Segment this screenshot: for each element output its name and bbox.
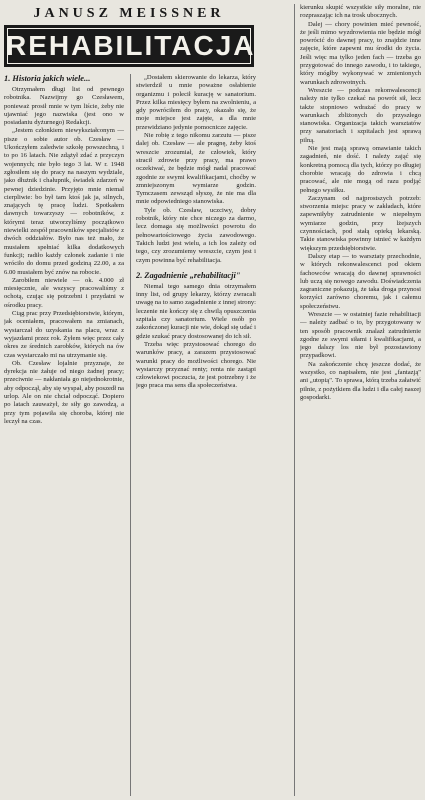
paragraph: Tyle ob. Czesław, uczciwy, dobry robotnik, który nie chce niczego za darmo, lecz domaga się możliwości powrotu do pełnowartościowego życia zawodowego. Takich ludzi jest wielu, a ich los zależy od tego, czy zrozumiemy wreszcie, czym jest i czym powinna być rehabilitacja. [136, 206, 256, 264]
paragraph: Otrzymałem długi list od pewnego robotnika. Nazwijmy go Czesławem, ponieważ prosił mnie w tym liście, żeby nie ujawniać jego nazwiska (jest ono w posiadaniu dyżurnego) Redakcji. [4, 86, 124, 127]
column-divider [130, 74, 131, 796]
paragraph: Zarobiłem niewiele — ok. 4.000 zł miesięcznie, ale wszyscy pracowaliśmy z ochotą, czując się potrzebni i przydatni w ośrodku pracy. [4, 276, 124, 309]
text-column-3 [300, 4, 421, 796]
paragraph: Dalszy etap — to warsztaty przechodnie, w których rekonwalescenci pod okiem fachowców wracają do dawnej sprawności lub uczą się nowego zawodu. Doświadczenia zagraniczne pokazują, że taka droga przynosi korzyści zarówno choremu, jak i całemu społeczeństwu. [300, 252, 421, 310]
section-heading: 1. Historia jakich wiele... [4, 74, 91, 83]
paragraph: Na zakończenie chcę jeszcze dodać, że wszystko, co napisałem, nie jest „fantazją" ani „utopią". To sprawa, którą trzeba załatwić pilnie, z pożytkiem dla ludzi i dla całej naszej gospodarki. [300, 360, 421, 401]
paragraph: „Dostałem skierowanie do lekarza, który stwierdził u mnie poważne osłabienie organizmu i polecił kurację w sanatorium. Przez kilka miesięcy byłem na zwolnieniu, a gdy powróciłem do pracy, okazało się, że moje miejsce jest zajęte, a dla mnie przewidziano jedynie pomocnicze zajęcie. [136, 74, 256, 131]
text-column-2 [136, 74, 256, 796]
paragraph: Dalej — chory powinien mieć pewność, że jeśli mimo wyzdrowienia nie będzie mógł powrócić do dawnej pracy, to znajdzie inne zajęcie, które zapewni mu środki do życia. Jeśli więc ma tylko jeden fach — trzeba go przygotować do innego zawodu, i to takiego, który mógłby wykonywać w zmienionych warunkach zdrowotnych. [300, 20, 421, 86]
paragraph: kierunku skupić wszystkie siły moralne, nie rozpraszając ich na trosk ubocznych. [300, 4, 421, 20]
text-column-1 [4, 74, 124, 796]
paragraph: „Jestem członkiem niewykształconym — pisze o sobie autor ob. Czesław — Ukończyłem zaledwie szkołę powszechną, i to po 16 latach. Nie zdążył zdać z przyczyn wojennych; nie było tego 3 lat. W r. 1948 zgłosiłem się do pracy na naszym wydziale, jako dłużnik i chałupnik, świadek zdarzeń w pewnej dziedzinie. Przyjęto mnie niemal cierpliwie: bo był tam ktoś jak ja, silnych, znających tę pracę ludzi. Spotkałem dawnych towarzyszy — robotników, z którymi teraz utworzyliśmy początkowo niewielki zespół pracowników specjalistów z dwóch oddziałów. Było nas też mało, że musiałem spełniać kilka dodatkowych funkcji; radiło każdy członek zadanie i nie wróciło do domu przed godziną 22.00, a za 6.00 musiałem być znów na robocie. [4, 127, 124, 276]
article-title: REHABILITACJA [4, 25, 254, 67]
paragraph: Ob. Czesław lojalnie przyznaje, że dyrekcja nie żałuje od niego żadnej pracy; przeciwnie — nakłaniała go niejednokrotnie, aby odpoczął, aby się wyspał, aby poszedł na urlop. Ale on nie chciał odpocząć. Dopiero po latach zauważył, że siły go zawodzą, a przy tym pojawiła się choroba, której nie leczył na czas. [4, 359, 124, 425]
article-masthead [4, 6, 254, 68]
column-divider [294, 4, 295, 796]
author-name: JANUSZ MEISSNER [33, 6, 225, 21]
paragraph: Nie jest mają sprawą omawianie takich zagadnień, nie dość. I należy zająć się konkretną pomocą dla tych, którzy po długiej chorobie wracają do zdrowia i chcą pracować, ale nie mogą od razu podjąć pełnego wysiłku. [300, 145, 421, 194]
paragraph: Wreszcie — w ostatniej fazie rehabilitacji — należy zadbać o to, by przygotowany w ten sposób pracownik znalazł zatrudnienie zgodne ze swymi siłami i kwalifikacjami, a jego dalszy los nie był pozostawiony przypadkowi. [300, 310, 421, 360]
paragraph: Wreszcie — podczas rekonwalescencji należy nie tylko czekać na powrót sił, lecz także stopniowo wdrażać do pracy w warunkach zbliżonych do przyszłego stanowiska. Organizacja takich warsztatów przy sanatoriach i szpitalach jest sprawą pilną. [300, 86, 421, 144]
paragraph: Ciąg prac przy Przedsiębiorstwie, którym, jak oceniałem, pracowałem na zmianach, wystarczał do uzyskania na placu, wraz z wyjazdami przez rok. Żyłem więc przez cały okres ze średnich zarobków, których na ów czas wystarczało mi na utrzymanie się. [4, 310, 124, 359]
paragraph: Trzeba więc przystosować chorego do warunków pracy, a zarazem przystosować warunki pracy do możliwości chorego. Nie wystarczy przyznać renty; renta nie zastąpi człowiekowi poczucia, że jest potrzebny i że jego praca ma sens dla społeczeństwa. [136, 340, 256, 390]
section-heading: 2. Zagadnienie „rehabilitacji" [136, 270, 241, 280]
paragraph: Niemal tego samego dnia otrzymałem inny list, od grupy lekarzy, którzy zwracali uwagę na to samo zagadnienie z innej strony: leczenie nie kończy się z chwilą opuszczenia szpitala czy sanatorium. Wiele osób po zakończonej kuracji nie wie, dokąd się udać i gdzie szukać pracy dostosowanej do ich sił. [136, 282, 256, 340]
paragraph: Zaczynam od najprostszych potrzeb: stworzenia miejsc pracy w zakładach, które zapewniłyby zatrudnienie w niepełnym wymiarze godzin, przy lżejszych czynnościach, pod stałą opieką lekarską. Takie stanowiska powinny istnieć w każdym większym przedsiębiorstwie. [300, 194, 421, 252]
paragraph: Nie robię z tego nikomu zarzutu — pisze dalej ob. Czesław — ale pragnę, żeby ktoś wreszcie zrozumiał, że człowiek, który stracił zdrowie przy pracy, ma prawo oczekiwać, że będzie mógł nadal pracować zgodnie ze swymi kwalifikacjami, choćby w zmniejszonym wymiarze godzin. Tymczasem zewsząd słyszę, że nie ma dla mnie odpowiedniego stanowiska. [136, 132, 256, 206]
